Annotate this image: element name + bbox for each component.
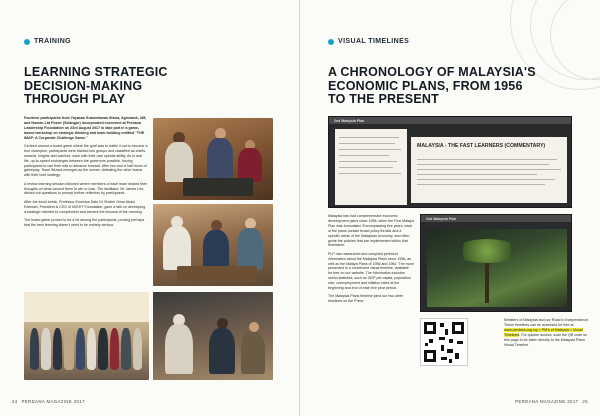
page-number: 24 xyxy=(12,399,18,404)
body-paragraph: Centred around a board game where the goal was to battle it out to become a true champion, participants were divided into groups and classified as chiefs, wizards, knights and warriors, each with their own special ability. As in real life, up-to-speed exchanges between the governors possible, forcing participants to use their wits to advance forward. After two and a half hours of gameplay, Team Wizard emerged as the winner, defeating the other teams with their bold strategy. xyxy=(24,143,148,178)
page-number: 25 xyxy=(582,399,588,404)
right-body-text xyxy=(328,214,414,308)
body-paragraph: The Malaysia Plans timeline joins our two other timelines on the Prime xyxy=(328,294,404,304)
body-paragraph: PLF has researched and compiled pertinent information about the Malaysia Plans since 1956, as well as the Malaya Plans of 1956 and 1961. The more presented in a convenient visual timeline, available for free on our website. The information includes useful statistics, such as GDP per capita, population size, unemployment and inflation rates at the beginning and end of each five year period. xyxy=(328,251,414,291)
body-paragraph: A review learning session followed where members of each team shared their thoughts on what caused them to win or lose. The facilitator, Mr James Lee, dished out questions to prompt further reflection by participants. xyxy=(24,181,148,196)
timeline-access-text: Ministers of Malaysia and our Road to Independence. These timelines can be accessed for free at www.perdana.org.my > PM's of Malaysia > Visual Timelines. For quicker access, scan the QR code on this page to be taken directly to the Malaysia Plans Visual Timeline. xyxy=(504,318,590,347)
right-footer xyxy=(515,399,588,404)
body-paragraph: After the lunch break, Professor Emeritus Dato Dr Sheikh Omar Abdul Rahman, President & CEO of MIGHT Foundation, gave a talk on developing a strategic mindset to complement and cement the lessons of the morning. xyxy=(24,199,146,214)
lecture-photo xyxy=(153,292,273,380)
bullet-dot-icon xyxy=(328,39,334,45)
website-link[interactable]: www.perdana.org.my > PM's of Malaysia > Visual Timelines xyxy=(504,327,583,337)
intro-paragraph: Fourteen participants from Yayasan Sukarelawan Siswa, Agrobank, UM, and Human Ltd Power (Selangor) Incorporated convened at Perdana Leadership Foundation on 23rd August 2017 to take part in a game-based workshop on strategic thinking and team building entitled "THE IMAP: A Corporate Challenge Game." xyxy=(24,116,147,140)
timeline-screenshot: 2nd Malaysia Plan MALAYSIA - THE FAST LEARNERS (COMMENTARY) xyxy=(328,116,572,208)
left-footer xyxy=(12,399,85,404)
body-paragraph: Malaysia has had comprehensive economic development plans since 1956, when the First Malaya Plan was formulated. Encompassing five years, each of the plans contain broad policy thrusts and a specific areas of the Malaysian economy, and often guide the policies that are implemented within that timeframe. xyxy=(328,214,414,248)
right-page xyxy=(300,0,600,416)
plan-screenshot: 2nd Malaysia Plan xyxy=(420,214,572,312)
left-body-text xyxy=(24,116,148,231)
workshop-photo-2 xyxy=(153,204,273,286)
right-headline: A CHRONOLOGY OF MALAYSIA'S ECONOMIC PLANS, FROM 1956 TO THE PRESENT xyxy=(328,65,536,106)
magazine-title: PERDANA MAGAZINE 2017 xyxy=(21,399,85,404)
qr-code[interactable] xyxy=(420,318,468,366)
magazine-title: PERDANA MAGAZINE 2017 xyxy=(515,399,579,404)
newspaper-clipping-left xyxy=(335,129,407,205)
body-paragraph: The board game proved to be a hit among the participants, proving perhaps that the best learning doesn't need to be entirely serious. xyxy=(24,217,145,227)
palm-tree-image xyxy=(427,229,567,307)
section-label-training: TRAINING xyxy=(24,38,71,45)
left-headline: LEARNING STRATEGIC DECISION-MAKING THROUGH PLAY xyxy=(24,65,168,106)
group-photo xyxy=(24,292,149,380)
newspaper-clipping-right: MALAYSIA - THE FAST LEARNERS (COMMENTARY) xyxy=(411,137,567,203)
workshop-photo-1 xyxy=(153,118,273,200)
bullet-dot-icon xyxy=(24,39,30,45)
section-label-visual-timelines: VISUAL TIMELINES xyxy=(328,38,409,45)
